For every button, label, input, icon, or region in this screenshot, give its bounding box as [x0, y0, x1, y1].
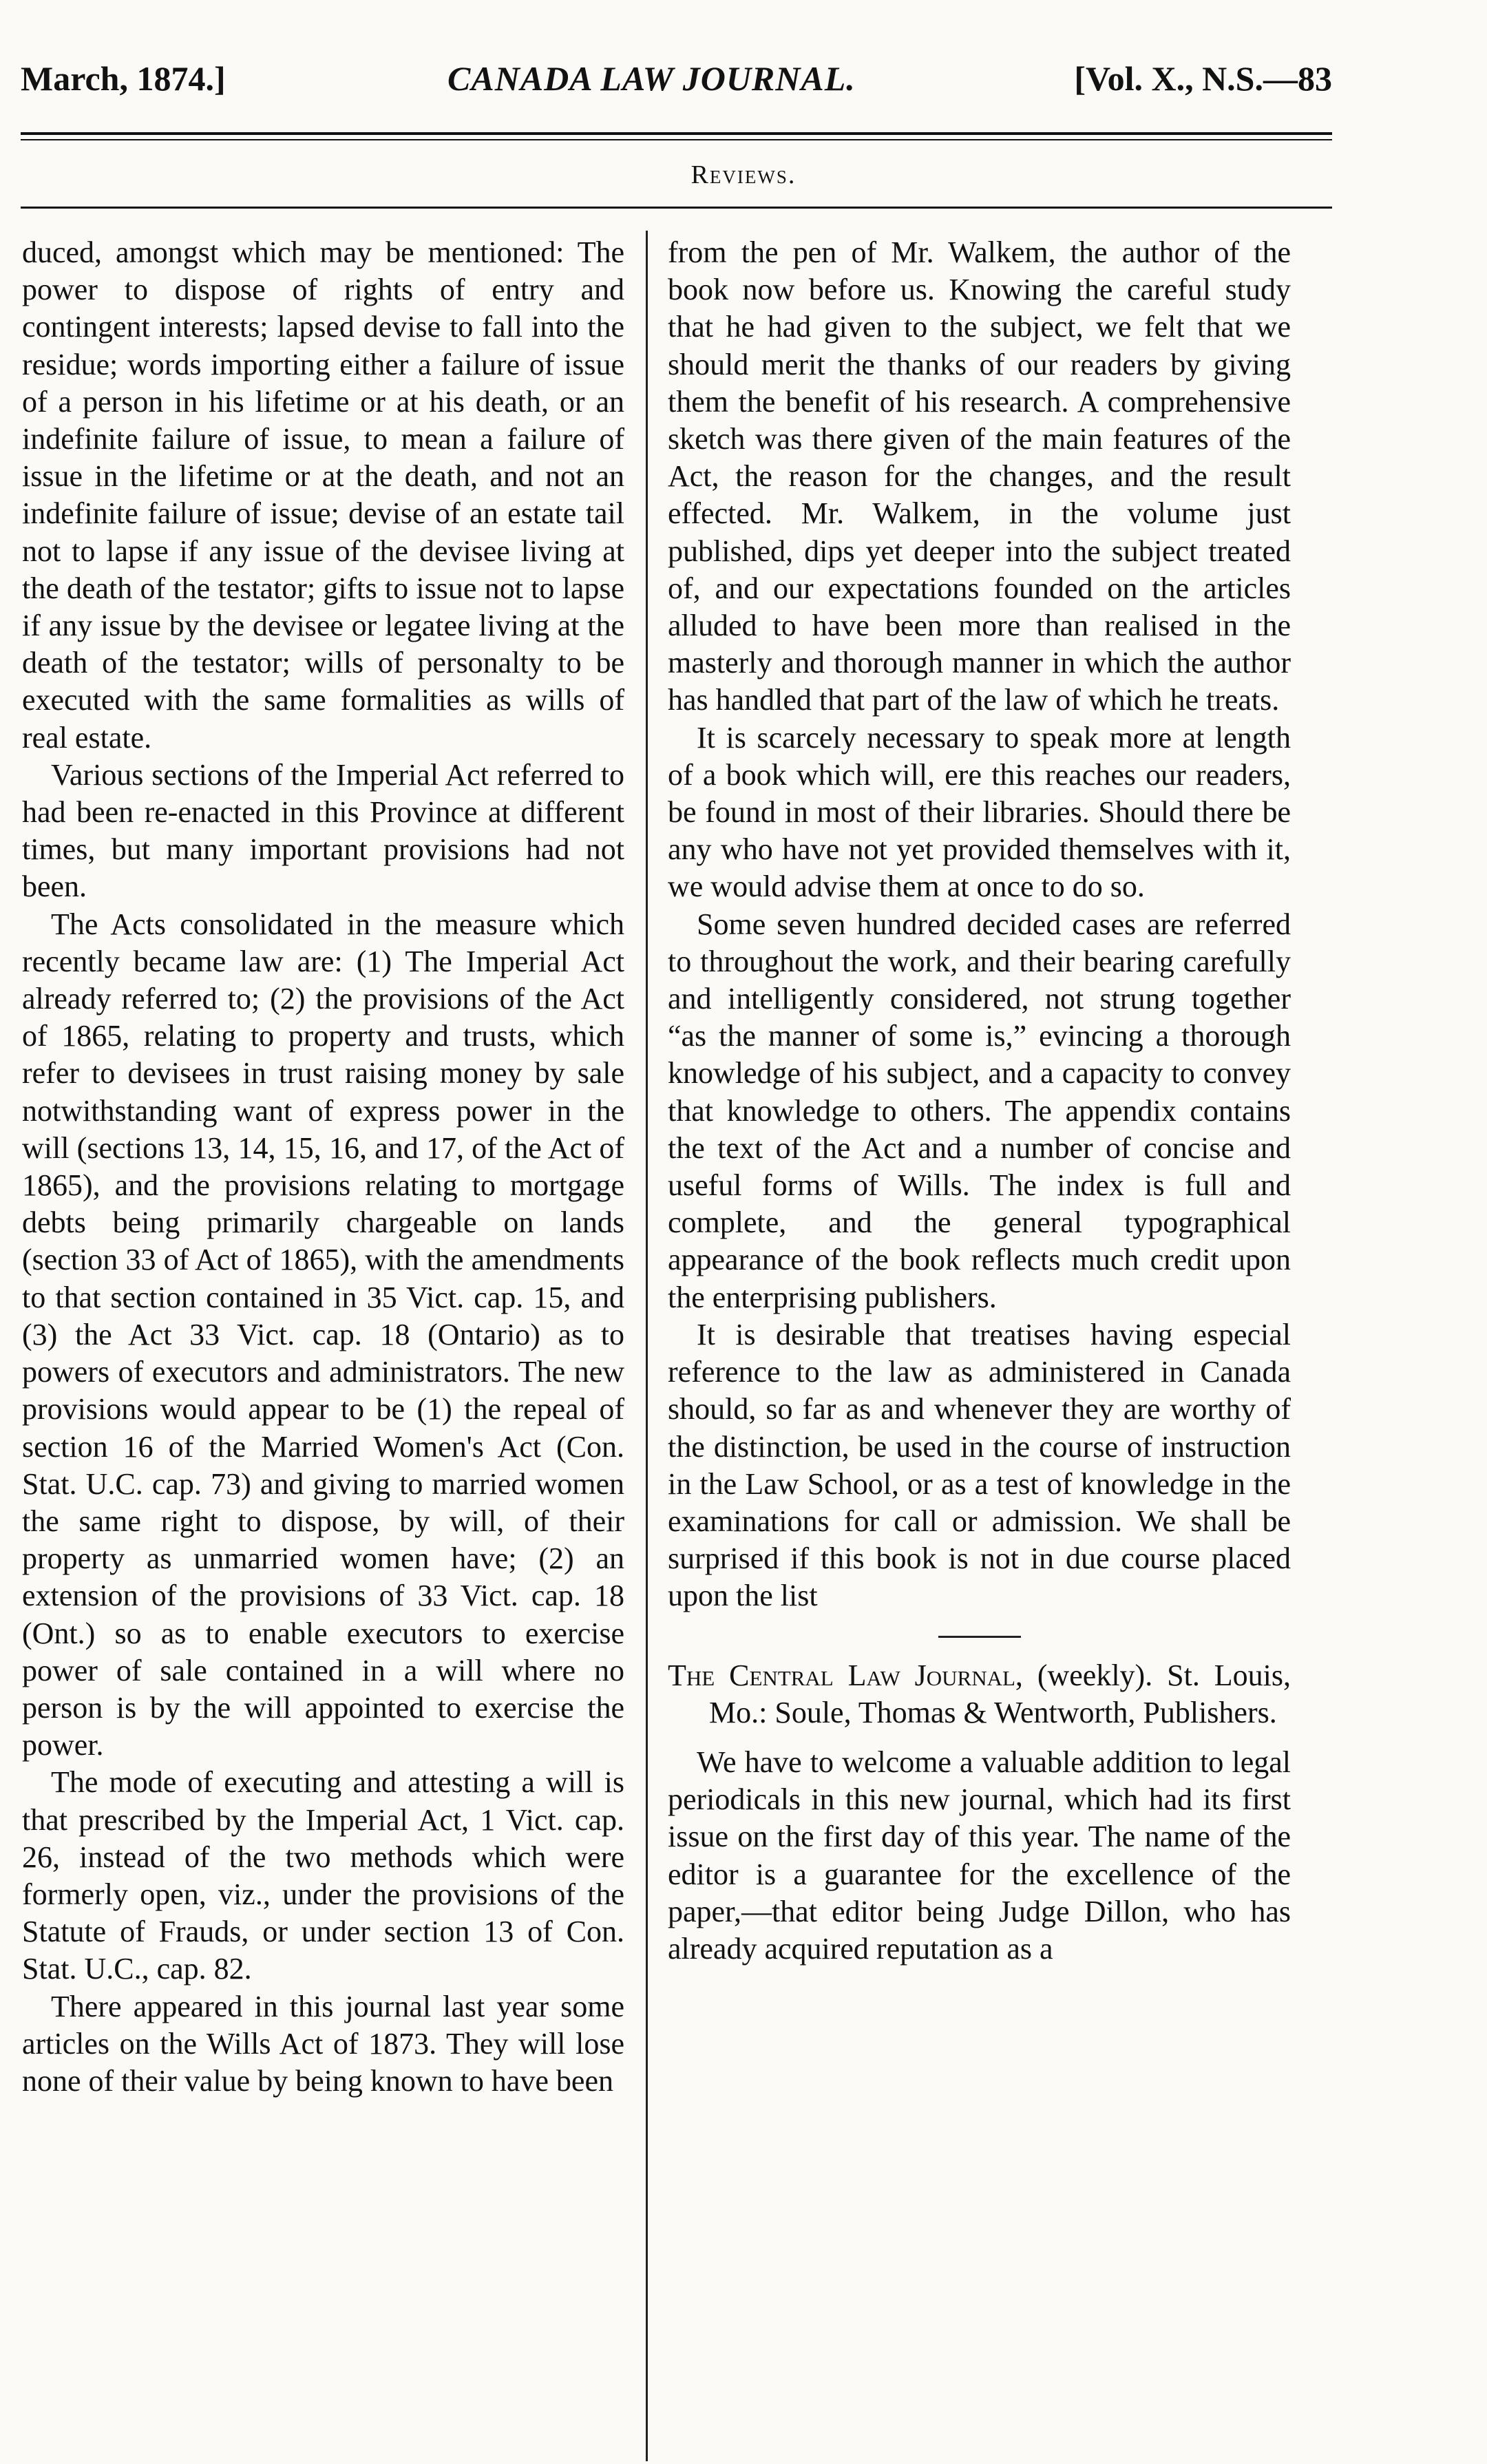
right-paragraph-2: It is scarcely necessary to speak more at length of a book which will, ere this reaches our readers, be found in most of their libraries. Should there be any who have not yet provided themselves with it, we would advise them at once to do so. — [668, 720, 1291, 904]
review-journal-title: The Central Law Journal, — [668, 1658, 1023, 1692]
left-paragraph-1: duced, amongst which may be mentioned: The power to dispose of rights of entry and contingent interests; lapsed devise to fall into the residue; words importing either a failure of issue of a person in his lifetime or at his death, or an indefinite failure of issue, to mean a failure of issue in the lifetime or at the death, and not an indefinite failure of issue; devise of an estate tail not to lapse if any issue of the devisee living at the death of the testator; gifts to issue not to lapse if any issue by the devisee or legatee living at the death of the testator; wills of personalty to be executed with the same formalities as wills of real estate. — [22, 235, 624, 755]
review-separator — [938, 1636, 1021, 1638]
review-publisher-info: (weekly). St. Louis, Mo.: Soule, Thomas & Wentworth, Publishers. — [709, 1658, 1291, 1729]
right-column — [668, 234, 1291, 1968]
section-title: Reviews. — [690, 160, 797, 189]
header-rule-bottom — [21, 139, 1332, 140]
left-paragraph-4: The mode of executing and attesting a will is that prescribed by the Imperial Act, 1 Vict. cap. 26, instead of the two methods which were formerly open, viz., under the provisions of the Statute of Frauds, or under section 13 of Con. Stat. U.C., cap. 82. — [22, 1765, 624, 1986]
review-heading — [668, 1657, 1291, 1731]
left-paragraph-3: The Acts consolidated in the measure which recently became law are: (1) The Imperial Act already referred to; (2) the provisions of the Act of 1865, relating to property and trusts, which refer to devisees in trust raising money by sale notwithstanding want of express power in the will (sections 13, 14, 15, 16, and 17, of the Act of 1865), and the provisions relating to mortgage debts being primarily chargeable on lands (section 33 of Act of 1865), with the amendments to that section contained in 35 Vict. cap. 15, and (3) the Act 33 Vict. cap. 18 (Ontario) as to powers of executors and administrators. The new provisions would appear to be (1) the repeal of section 16 of the Married Women's Act (Con. Stat. U.C. cap. 73) and giving to married women the same right to dispose, by will, of their property as unmarried women have; (2) an extension of the provisions of 33 Vict. cap. 18 (Ont.) so as to enable executors to exercise power of sale contained in a will where no person is by the will appointed to exercise the power. — [22, 907, 624, 1762]
column-divider — [646, 231, 648, 2461]
right-paragraph-3: Some seven hundred decided cases are referred to throughout the work, and their bearing carefully and intelligently considered, not strung together “as the manner of some is,” evincing a thorough knowledge of his subject, and a capacity to convey that knowledge to others. The appendix contains the text of the Act and a number of concise and useful forms of Wills. The index is full and complete, and the general typographical appearance of the book reflects much credit upon the enterprising publishers. — [668, 907, 1291, 1314]
running-header — [21, 59, 1332, 114]
left-column — [22, 234, 624, 2100]
right-paragraph-final: We have to welcome a valuable addition to legal periodicals in this new journal, which had its first issue on the first day of this year. The name of the editor is a guarantee for the excellence of the paper,—that editor being Judge Dillon, who has already acquired reputation as a — [668, 1745, 1291, 1966]
header-volume: [Vol. X., N.S.—83 — [1074, 59, 1332, 98]
left-paragraph-2: Various sections of the Imperial Act referred to had been re-enacted in this Province at different times, but many important provisions had not been. — [22, 757, 624, 904]
header-rule-top — [21, 132, 1332, 135]
header-date: March, 1874.] — [21, 59, 226, 98]
section-rule — [21, 207, 1332, 209]
right-paragraph-4: It is desirable that treatises having especial reference to the law as administered in Canada should, so far as and whenever they are worthy of the distinction, be used in the course of instruction in the Law School, or as a test of knowledge in the examinations for call or admission. We shall be surprised if this book is not in due course placed upon the list — [668, 1317, 1291, 1613]
left-paragraph-5: There appeared in this journal last year some articles on the Wills Act of 1873. They will lose none of their value by being known to have been — [22, 1989, 624, 2098]
header-journal-title: CANADA LAW JOURNAL. — [447, 59, 856, 98]
right-paragraph-1: from the pen of Mr. Walkem, the author of the book now before us. Knowing the careful study that he had given to the subject, we felt that we should merit the thanks of our readers by giving them the benefit of his research. A comprehensive sketch was there given of the main features of the Act, the reason for the changes, and the result effected. Mr. Walkem, in the volume just published, dips yet deeper into the subject treated of, and our expectations founded on the articles alluded to have been more than realised in the masterly and thorough manner in which the author has handled that part of the law of which he treats. — [668, 235, 1291, 717]
